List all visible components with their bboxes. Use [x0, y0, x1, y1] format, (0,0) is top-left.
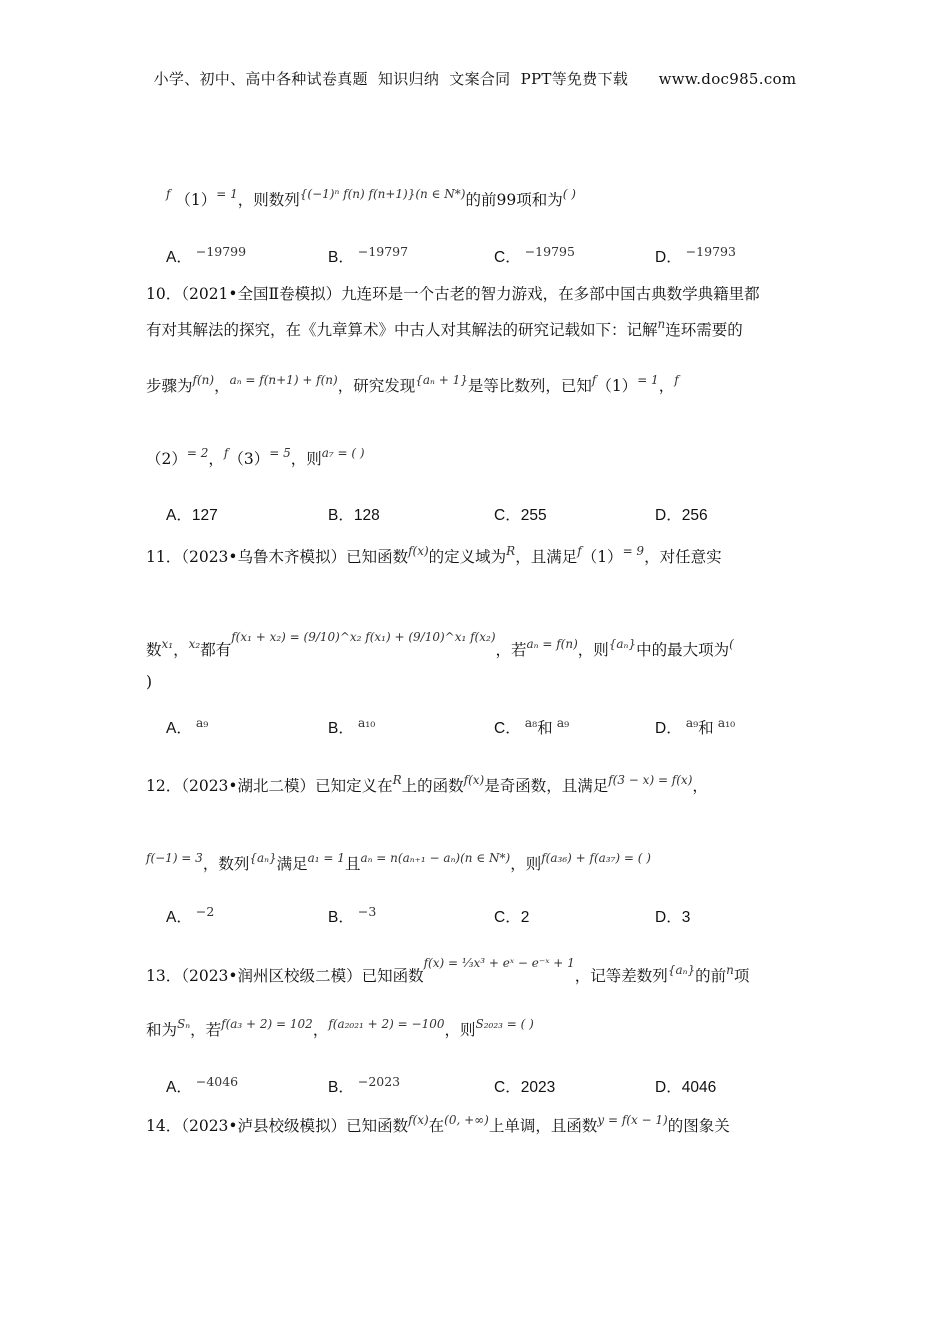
page-header: 小学、初中、高中各种试卷真题 知识归纳 文案合同 PPT等免费下载 www.doc985.com	[153, 70, 797, 88]
q12-line-2: $^{f(-1) = 3}$，数列$^{\{a_n\}}$满足$^{a_1 = 1}$且$^{a_n = n(a_{n+1} - a_n)(n \in N*)}$，则$^{f(a_{36}) + f(a_{37}) = ( )}$	[146, 851, 651, 873]
q11-option-a[interactable]: A． $^{a_9}$	[166, 715, 209, 737]
q13-option-a[interactable]: A． $^{-4046}$	[166, 1074, 239, 1096]
q9-line: $^f$ $(1)^{= 1}$，则数列$^{\{(-1)^n f(n) f(n+1)\}(n \in N*)}$的前99项和为( )	[166, 187, 576, 209]
q13-option-d[interactable]: D．4046	[655, 1079, 717, 1096]
q13-option-b[interactable]: B． $^{-2023}$	[328, 1074, 401, 1096]
q11-option-d[interactable]: D． $^{a_9}$和 $^{a_{10}}$	[655, 715, 736, 737]
q12-option-d[interactable]: D．3	[655, 909, 691, 926]
q10-option-c[interactable]: C．255	[494, 507, 547, 524]
q9-option-b[interactable]: B． $^{-19797}$	[328, 244, 409, 266]
q14-line-1: 14．（2023•泸县校级模拟）已知函数$^{f(x)}$在$^{(0, +\infty)}$上单调，且函数$^{y = f(x - 1)}$的图象关	[146, 1113, 730, 1135]
q9-option-c[interactable]: C． $^{-19795}$	[494, 244, 575, 266]
q11-line-2: 数$^{x_1}$，$^{x_2}$都有$^{f(x_1 + x_2) = (9/10)\^{}x_2 f(x_1) + (9/10)\^{}x_1 f(x_2)}$，若$^{a_n = f(n)}$，则$^{\{a_n\}}$中的最大项为(	[146, 630, 734, 659]
q10-line-2: 有对其解法的探究，在《九章算术》中古人对其解法的研究记载如下：记解$^n$连环需要的	[146, 317, 743, 339]
q10-option-a[interactable]: A．127	[166, 507, 218, 524]
q11-line-1: 11．（2023•乌鲁木齐模拟）已知函数$^{f(x)}$的定义域为$^R$，且满足$^f(1)^{= 9}$，对任意实	[146, 544, 722, 566]
q9-option-a[interactable]: A． $^{-19799}$	[166, 244, 247, 266]
q10-option-b[interactable]: B．128	[328, 507, 380, 524]
q11-option-b[interactable]: B． $^{a_{10}}$	[328, 715, 376, 737]
q12-option-b[interactable]: B． $^{-3}$	[328, 904, 377, 926]
q12-line-1: 12．（2023•湖北二模）已知定义在$^R$上的函数$^{f(x)}$是奇函数，且满足$^{f(3 - x) = f(x)}$，	[146, 773, 708, 795]
q13-line-1: 13．（2023•润州区校级二模）已知函数$^{f(x) = \frac{1}{3}x^3 + eˣ - e^-ˣ + 1}$，记等差数列$^{\{a_n\}}$的前$^n$项	[146, 956, 750, 985]
q10-line-3: 步骤为$^{f(n)}$，$^{a_n = f(n+1) + f(n)}$，研究发现$^{\{a_n + 1\}}$是等比数列，已知$^f(1)^{= 1}$，$^f$	[146, 373, 679, 395]
q10-line-1: 10．（2021•全国Ⅱ卷模拟）九连环是一个古老的智力游戏，在多部中国古典数学典籍里都	[146, 285, 760, 303]
q12-option-c[interactable]: C．2	[494, 909, 530, 926]
q9-option-d[interactable]: D． $^{-19793}$	[655, 244, 736, 266]
q10-option-d[interactable]: D．256	[655, 507, 708, 524]
q11-line-3: )	[146, 673, 153, 691]
q11-option-c[interactable]: C． $^{a_8}$和 $^{a_9}$	[494, 715, 570, 737]
q13-option-c[interactable]: C．2023	[494, 1079, 556, 1096]
q12-option-a[interactable]: A． $^{-2}$	[166, 904, 215, 926]
q13-line-2: 和为$^{S_n}$，若$^{f(a_3 + 2) = 102}$，$^{f(a_{2021} + 2) = -100}$，则$^{S_{2023} = ( )}$	[146, 1017, 534, 1039]
q10-line-4: $(2)^{= 2}$，$^f(3)^{= 5}$，则$^{a_7 = ( )}$	[146, 446, 365, 468]
